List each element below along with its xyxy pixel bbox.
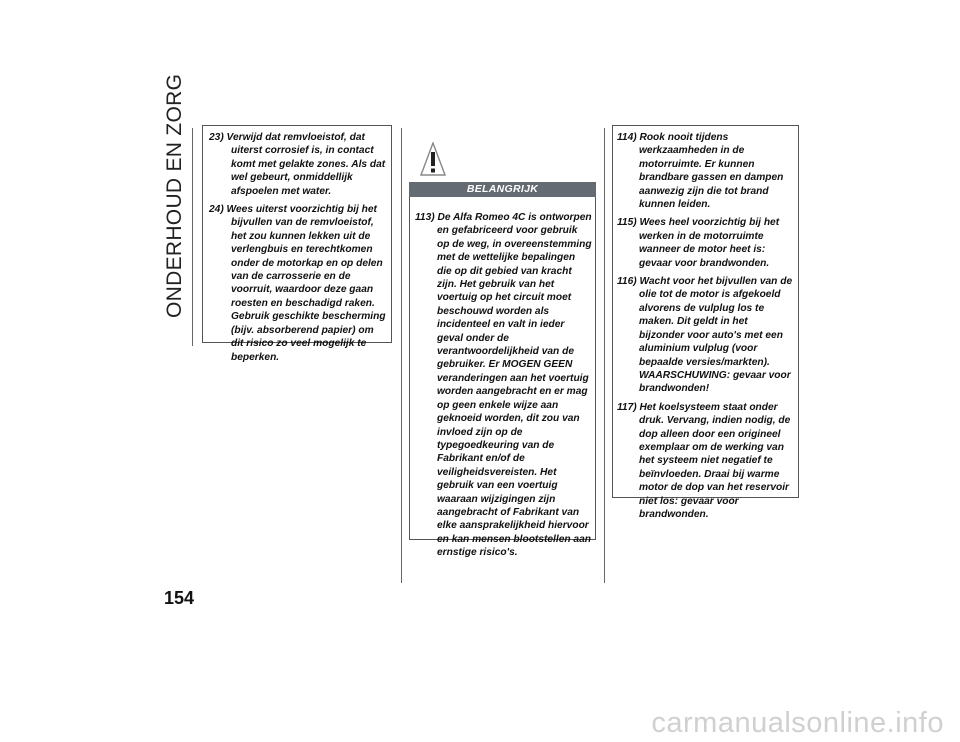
section-title-container <box>160 73 190 318</box>
right-notes-box <box>612 125 799 520</box>
warning-triangle-icon <box>420 142 446 176</box>
left-notes-box <box>202 125 392 363</box>
note-item-116: 116) Wacht voor het bijvullen van de olie tot de motor is afgekoeld alvorens de vulplug los te maken. Dit geldt in het bijzonder voor auto's met een aluminium vulplug (voor bepaalde versies/markten). WAARSCHUWING: gevaar voor brandwonden! <box>617 276 793 395</box>
note-item-114: 114) Rook nooit tijdens werkzaamheden in de motorruimte. Er kunnen brandbare gassen en dampen aanwezig zijn die tot brand kunnen leiden. <box>617 132 784 211</box>
section-title-rule <box>192 128 193 346</box>
important-banner: BELANGRIJK <box>409 182 596 197</box>
note-item-24: 24) Wees uiterst voorzichtig bij het bijvullen van de remvloeistof, het zou kunnen lekken uit de verlengbuis en terechtkomen onder de motorkap en op delen van de carrosserie en de voorruit, waardoor deze gaan roesten en beschadigd raken. Gebruik geschikte bescherming (bijv. absorberend papier) om dit risico zo veel mogelijk te beperken. <box>209 204 386 363</box>
column-divider-left <box>401 128 402 583</box>
watermark: carmanualsonline.info <box>651 707 944 739</box>
section-title: ONDERHOUD EN ZORG <box>163 73 186 318</box>
column-divider-right <box>604 128 605 583</box>
important-notes-box <box>409 197 596 559</box>
note-item-113: 113) De Alfa Romeo 4C is ontworpen en gefabriceerd voor gebruik op de weg, in overeenstemming met de wettelijke bepalingen die op dit gebied van kracht zijn. Het gebruik van het voertuig op het circuit moet beschouwd worden als incidenteel en valt in ieder geval onder de verantwoordelijkheid van de gebruiker. Er MOGEN GEEN veranderingen aan het voertuig worden aangebracht en er mag op geen enkele wijze aan geknoeid worden, dit zou van invloed zijn op de typegoedkeuring van de Fabrikant en/of de veiligheidsvereisten. Het gebruik van een voertuig waaraan wijzigingen zijn aangebracht of Fabrikant van elke aansprakelijkheid hiervoor en kan mensen blootstellen aan ernstige risico's. <box>415 212 592 559</box>
note-item-115: 115) Wees heel voorzichtig bij het werken in de motorruimte wanneer de motor heet is: gevaar voor brandwonden. <box>617 217 780 269</box>
note-item-117: 117) Het koelsysteem staat onder druk. Vervang, indien nodig, de dop alleen door een origineel exemplaar om de werking van het systeem niet negatief te beïnvloeden. Draai bij warme motor de dop van het reservoir niet los: gevaar voor brandwonden. <box>617 401 791 520</box>
note-item-23: 23) Verwijd dat remvloeistof, dat uiterst corrosief is, in contact komt met gelakte zones. Als dat wel gebeurt, onmiddellijk afspoelen met water. <box>209 132 386 197</box>
page-number: 154 <box>164 588 195 608</box>
